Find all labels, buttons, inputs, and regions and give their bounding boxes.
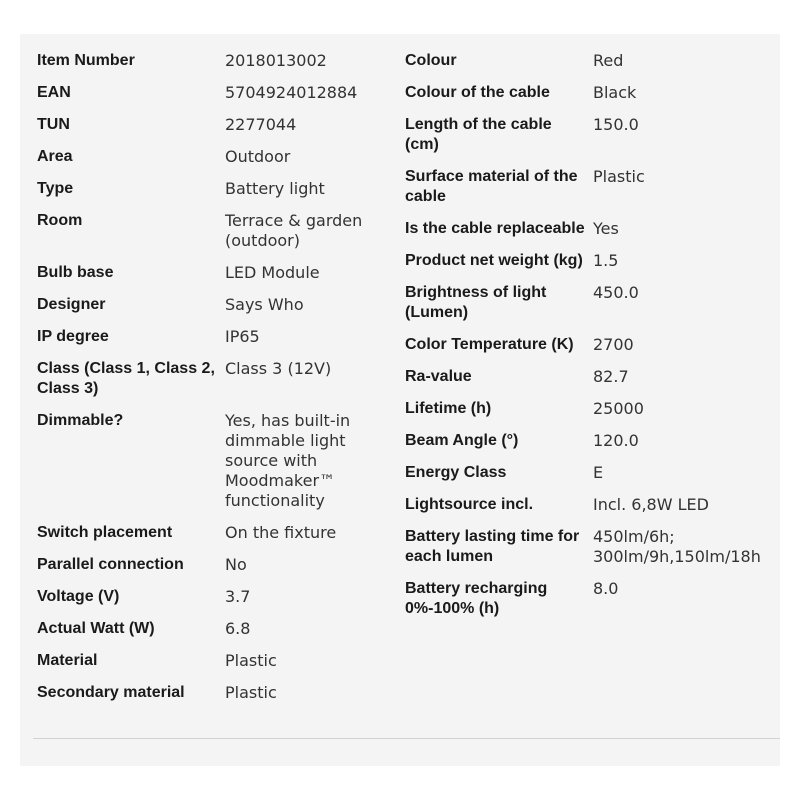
spec-label: Actual Watt (W) xyxy=(37,620,155,637)
spec-label: Item Number xyxy=(37,52,135,69)
spec-row-net-weight xyxy=(405,251,765,283)
spec-row-cable-colour xyxy=(405,83,765,115)
spec-value: 82.7 xyxy=(593,367,629,386)
spec-value: Terrace & garden (outdoor) xyxy=(225,211,363,250)
spec-label: Energy Class xyxy=(405,464,507,481)
spec-column-right xyxy=(405,51,765,631)
spec-label: Brightness of light (Lumen) xyxy=(405,284,547,321)
spec-value: Outdoor xyxy=(225,147,291,166)
spec-value: Plastic xyxy=(225,683,277,702)
spec-row-ra-value xyxy=(405,367,765,399)
spec-row-bulb-base xyxy=(37,263,397,295)
spec-value: Plastic xyxy=(593,167,645,186)
spec-column-left xyxy=(37,51,397,715)
spec-label: Color Temperature (K) xyxy=(405,336,574,353)
spec-row-switch-placement xyxy=(37,523,397,555)
spec-label: Ra-value xyxy=(405,368,472,385)
spec-label: Area xyxy=(37,148,73,165)
spec-row-class xyxy=(37,359,397,411)
spec-value: E xyxy=(593,463,604,482)
spec-value: 120.0 xyxy=(593,431,639,450)
spec-value: LED Module xyxy=(225,263,320,282)
spec-row-ip-degree xyxy=(37,327,397,359)
spec-label: Is the cable replaceable xyxy=(405,220,585,237)
spec-label: Lightsource incl. xyxy=(405,496,534,513)
spec-value: No xyxy=(225,555,247,574)
bottom-divider xyxy=(33,738,780,739)
spec-row-cable-surface-material xyxy=(405,167,765,219)
spec-row-type xyxy=(37,179,397,211)
spec-label: Parallel connection xyxy=(37,556,184,573)
spec-label: Surface material of the cable xyxy=(405,168,578,205)
spec-value: 8.0 xyxy=(593,579,619,598)
spec-label: Voltage (V) xyxy=(37,588,120,605)
spec-value: 6.8 xyxy=(225,619,251,638)
spec-label: EAN xyxy=(37,84,71,101)
spec-row-lifetime xyxy=(405,399,765,431)
spec-row-brightness xyxy=(405,283,765,335)
spec-row-beam-angle xyxy=(405,431,765,463)
spec-row-room xyxy=(37,211,397,263)
spec-value: IP65 xyxy=(225,327,260,346)
spec-value: 1.5 xyxy=(593,251,619,270)
spec-label: Battery recharging 0%-100% (h) xyxy=(405,580,548,617)
spec-row-designer xyxy=(37,295,397,327)
spec-value: 150.0 xyxy=(593,115,639,134)
spec-value: Yes, has built-in dimmable light source with Moodmaker™ functionality xyxy=(225,411,351,510)
spec-value: 2018013002 xyxy=(225,51,327,70)
spec-value: 25000 xyxy=(593,399,644,418)
spec-label: Colour of the cable xyxy=(405,84,550,101)
spec-value: 450.0 xyxy=(593,283,639,302)
spec-value: Yes xyxy=(593,219,619,238)
spec-label: Designer xyxy=(37,296,106,313)
spec-panel xyxy=(20,34,780,766)
spec-label: Product net weight (kg) xyxy=(405,252,583,269)
spec-label: Switch placement xyxy=(37,524,173,541)
spec-row-color-temperature xyxy=(405,335,765,367)
spec-value: Red xyxy=(593,51,624,70)
spec-row-colour xyxy=(405,51,765,83)
spec-label: Lifetime (h) xyxy=(405,400,492,417)
spec-row-secondary-material xyxy=(37,683,397,715)
spec-label: Beam Angle (°) xyxy=(405,432,519,449)
spec-value: 2700 xyxy=(593,335,634,354)
spec-label: Material xyxy=(37,652,98,669)
spec-label: Type xyxy=(37,180,74,197)
spec-row-voltage xyxy=(37,587,397,619)
spec-label: Secondary material xyxy=(37,684,185,701)
spec-label: Colour xyxy=(405,52,457,69)
spec-label: Battery lasting time for each lumen xyxy=(405,528,580,565)
spec-value: Incl. 6,8W LED xyxy=(593,495,709,514)
spec-value: 450lm/6h; 300lm/9h,150lm/18h xyxy=(593,527,761,566)
spec-value: 3.7 xyxy=(225,587,251,606)
spec-row-parallel-connection xyxy=(37,555,397,587)
spec-row-energy-class xyxy=(405,463,765,495)
spec-row-actual-watt xyxy=(37,619,397,651)
spec-label: TUN xyxy=(37,116,70,133)
spec-row-material xyxy=(37,651,397,683)
spec-value: 5704924012884 xyxy=(225,83,358,102)
spec-row-lightsource xyxy=(405,495,765,527)
spec-value: Says Who xyxy=(225,295,304,314)
spec-row-cable-replaceable xyxy=(405,219,765,251)
spec-row-item-number xyxy=(37,51,397,83)
spec-value: Plastic xyxy=(225,651,277,670)
spec-label: Length of the cable (cm) xyxy=(405,116,552,153)
spec-label: Bulb base xyxy=(37,264,114,281)
spec-row-dimmable xyxy=(37,411,397,523)
spec-row-battery-recharging xyxy=(405,579,765,631)
spec-label: Dimmable? xyxy=(37,412,124,429)
spec-row-cable-length xyxy=(405,115,765,167)
spec-label: Class (Class 1, Class 2, Class 3) xyxy=(37,360,215,397)
spec-value: Class 3 (12V) xyxy=(225,359,332,378)
spec-value: Battery light xyxy=(225,179,325,198)
spec-label: Room xyxy=(37,212,83,229)
spec-row-area xyxy=(37,147,397,179)
spec-row-tun xyxy=(37,115,397,147)
spec-value: On the fixture xyxy=(225,523,337,542)
spec-value: 2277044 xyxy=(225,115,297,134)
spec-row-ean xyxy=(37,83,397,115)
spec-row-battery-lasting-time xyxy=(405,527,765,579)
spec-label: IP degree xyxy=(37,328,109,345)
spec-value: Black xyxy=(593,83,637,102)
